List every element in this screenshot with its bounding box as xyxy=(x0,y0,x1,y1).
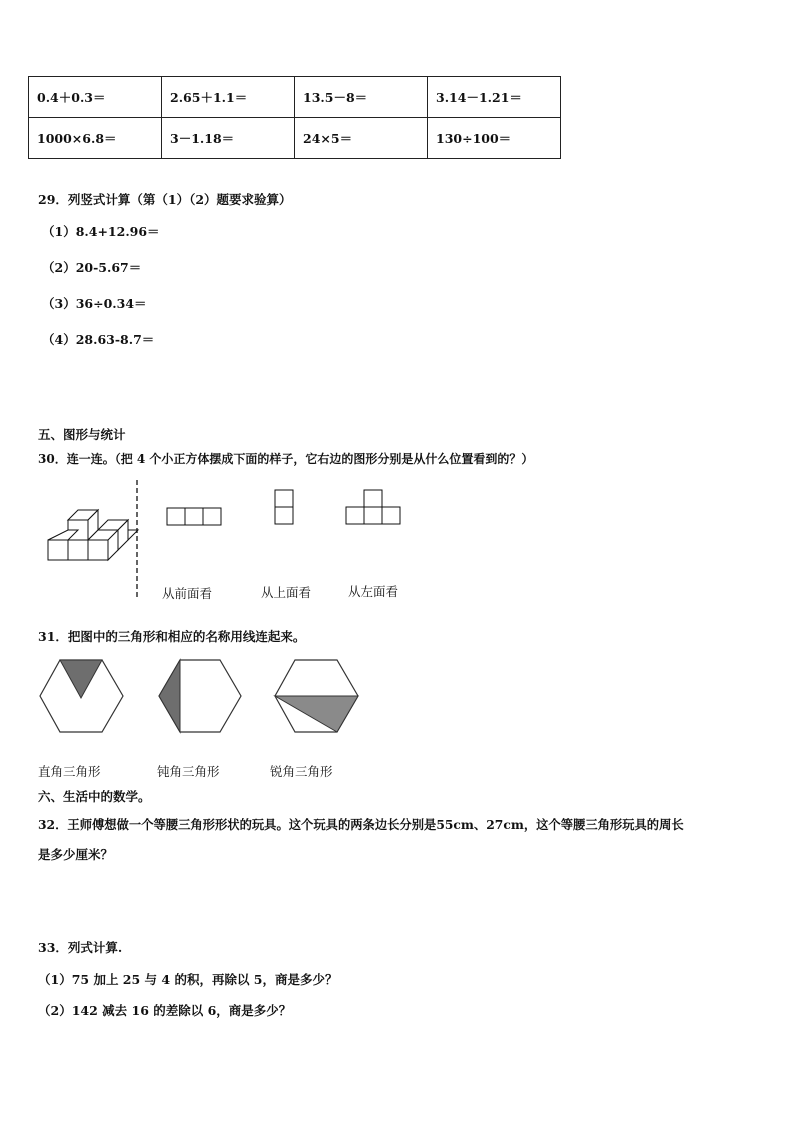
view-front-shape xyxy=(167,508,221,525)
table-cell: 3.14－1.21＝ xyxy=(428,77,561,118)
q29-item-2: （2）20-5.67＝ xyxy=(42,260,142,275)
table-cell: 3－1.18＝ xyxy=(162,118,295,159)
view-label-left: 从左面看 xyxy=(348,584,399,599)
label-acute-triangle: 锐角三角形 xyxy=(270,764,333,779)
q29-item-3: （3）36÷0.34＝ xyxy=(42,296,147,311)
q33-item-2: （2）142 减去 16 的差除以 6，商是多少？ xyxy=(38,1003,292,1018)
cube-front-face xyxy=(68,540,88,560)
view-left-shape xyxy=(346,490,400,524)
label-right-triangle: 直角三角形 xyxy=(38,764,101,779)
q32-line-2: 是多少厘米？ xyxy=(38,847,114,862)
q31-title: 31．把图中的三角形和相应的名称用线连起来。 xyxy=(38,629,306,644)
table-cell: 1000×6.8＝ xyxy=(29,118,162,159)
table-cell: 130÷100＝ xyxy=(428,118,561,159)
q33-item-1: （1）75 加上 25 与 4 的积，再除以 5，商是多少？ xyxy=(38,972,338,987)
view-label-top: 从上面看 xyxy=(261,585,312,600)
q29-title: 29．列竖式计算（第（1）（2）题要求验算） xyxy=(38,192,292,207)
q30-title: 30．连一连。（把 4 个小正方体摆成下面的样子，它右边的图形分别是从什么位置看到的？） xyxy=(38,452,534,466)
cube-stack xyxy=(48,510,138,560)
table-cell: 13.5－8＝ xyxy=(295,77,428,118)
view-label-front: 从前面看 xyxy=(162,586,213,601)
hexagon-right-triangle xyxy=(40,660,123,732)
table-row xyxy=(29,118,561,159)
cube-front-face xyxy=(48,540,68,560)
q32-line-1: 32．王师傅想做一个等腰三角形形状的玩具。这个玩具的两条边长分别是55cm、27cm，这个等腰三角形玩具的周长 xyxy=(38,817,684,832)
label-obtuse-triangle: 钝角三角形 xyxy=(157,764,220,779)
q29-item-1: （1）8.4+12.96＝ xyxy=(42,224,160,239)
q31-figure xyxy=(38,658,368,738)
hexagon-obtuse-triangle xyxy=(159,660,241,732)
calc-table xyxy=(28,76,561,159)
view-top-shape xyxy=(275,490,293,524)
cube-front-face xyxy=(88,540,108,560)
section-5-title: 五、图形与统计 xyxy=(38,427,126,442)
table-cell: 24×5＝ xyxy=(295,118,428,159)
table-row xyxy=(29,77,561,118)
hexagon-acute-triangle xyxy=(275,660,358,732)
q29-item-4: （4）28.63-8.7＝ xyxy=(42,332,155,347)
section-6-title: 六、生活中的数学。 xyxy=(38,789,151,804)
table-cell: 2.65＋1.1＝ xyxy=(162,77,295,118)
q33-title: 33．列式计算. xyxy=(38,940,123,955)
table-cell: 0.4＋0.3＝ xyxy=(29,77,162,118)
